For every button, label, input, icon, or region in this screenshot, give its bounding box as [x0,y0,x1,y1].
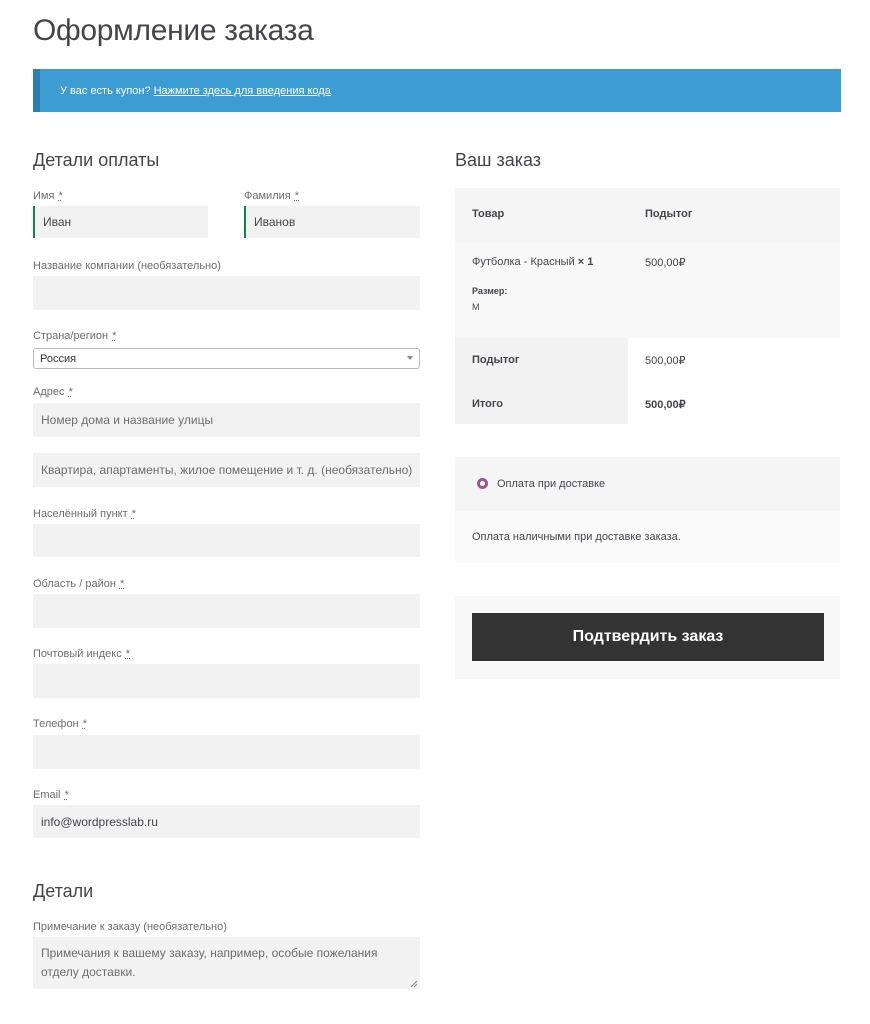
total-value: 500,00₽ [645,399,686,411]
order-notes-textarea[interactable] [33,937,420,989]
order-heading: Ваш заказ [455,150,542,170]
first-name-label: Имя * [33,190,63,202]
city-label: Населённый пункт * [33,508,136,520]
last-name-label: Фамилия * [244,190,300,202]
total-label: Итого [472,398,504,410]
details-heading: Детали [33,881,94,901]
last-name-input[interactable] [244,206,420,238]
city-input[interactable] [33,524,420,557]
payment-radio[interactable] [477,478,488,489]
payment-description: Оплата наличными при доставке заказа. [472,531,681,543]
order-totals-labels [455,338,628,424]
address-line1-input[interactable] [33,403,420,437]
address-line2-input[interactable] [33,453,420,487]
item-price: 500,00₽ [645,257,686,269]
item-meta-value: M [472,302,480,312]
subtotal-label: Подытог [472,354,520,366]
billing-heading: Детали оплаты [33,150,160,170]
company-label: Название компании (необязательно) [33,260,221,272]
place-order-button[interactable]: Подтвердить заказ [472,613,824,661]
country-select[interactable] [33,348,420,369]
order-notes-label: Примечание к заказу (необязательно) [33,921,227,933]
col-subtotal-header: Подытог [645,208,693,220]
resize-handle-icon[interactable] [410,980,418,988]
coupon-link[interactable]: Нажмите здесь для введения кода [153,84,331,97]
company-input[interactable] [33,276,420,310]
email-label: Email * [33,789,69,801]
item-meta-label: Размер: [472,286,508,296]
chevron-down-icon [407,356,413,360]
coupon-text: У вас есть купон? [60,84,151,97]
first-name-input[interactable] [33,206,208,238]
coupon-notice [33,69,841,112]
state-input[interactable] [33,594,420,628]
payment-method-label[interactable]: Оплата при доставке [497,478,606,490]
country-value: Россия [40,352,77,365]
item-name: Футболка - Красный × 1 [472,256,594,268]
postcode-label: Почтовый индекс * [33,648,131,660]
country-label: Страна/регион * [33,330,117,342]
postcode-input[interactable] [33,664,420,698]
phone-input[interactable] [33,735,420,769]
state-label: Область / район * [33,578,125,590]
address-label: Адрес * [33,386,73,398]
phone-label: Телефон * [33,718,87,730]
col-product-header: Товар [472,208,505,220]
item-qty: × 1 [577,256,594,268]
subtotal-value: 500,00₽ [645,355,686,367]
page-title: Оформление заказа [33,14,314,47]
email-input[interactable] [33,805,420,838]
